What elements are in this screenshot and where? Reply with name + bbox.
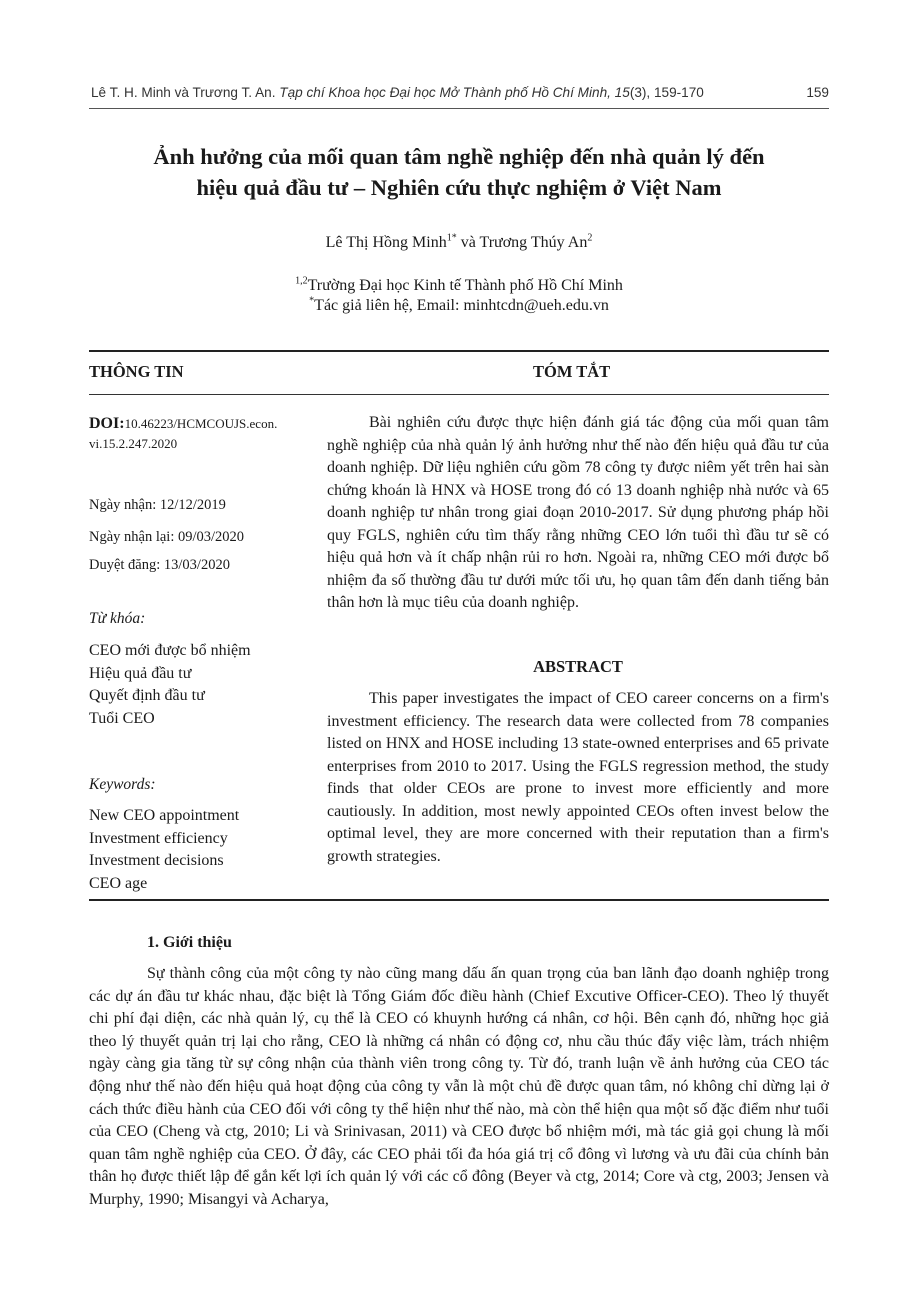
section-heading: 1. Giới thiệu <box>147 934 232 951</box>
body-paragraph: Sự thành công của một công ty nào cũng mang dấu ấn quan trọng của ban lãnh đạo doanh nghiệp trong các dự án đầu tư khác nhau, đặc biệt là Tổng Giám đốc điều hành (Chief Excutive Officer-CEO). Theo lý thuyết chi phí đại diện, các nhà quản lý, cụ thể là CEO có khuynh hướng cá nhân, cơ hội. Bên cạnh đó, những học giả theo lý thuyết quản trị lại cho rằng, CEO là những cá nhân có động cơ, nhu cầu thúc đẩy việc làm, trách nhiệm ngày càng gia tăng từ sự công nhận của thành viên trong công ty. Từ đó, tranh luận về ảnh hưởng của CEO tác động như thế nào đến hiệu quả hoạt động của công ty vẫn là một chủ đề được quan tâm, nó không chỉ dừng lại ở cách thức điều hành của CEO đối với công ty thể hiện như thế nào, mà còn thể hiện qua một số đặc điểm như tuổi của CEO (Cheng và ctg, 2010; Li và Srinivasan, 2011) và CEO được bổ nhiệm mới, mà tác giả gọi chung là mối quan tâm nghề nghiệp của CEO. Ở đây, các CEO phải tối đa hóa giá trị cổ đông vì lương và ưu đãi của chính bản thân họ được thiết lập để gắn kết lợi ích quản lý với các cổ đông (Beyer và ctg, 2014; Core và ctg, 2003; Jensen và Murphy, 1990; Misangyi và Acharya, <box>89 965 829 1208</box>
doi-value-1: 10.46223/HCMCOUJS.econ. <box>124 416 278 431</box>
keywords-vi-heading: Từ khóa: <box>89 610 146 627</box>
keyword-vi: Tuổi CEO <box>89 709 155 727</box>
keyword-vi: CEO mới được bổ nhiệm <box>89 642 251 659</box>
keyword-en: Investment decisions <box>89 852 224 869</box>
info-mid-rule <box>89 394 829 395</box>
keyword-en: New CEO appointment <box>89 807 240 824</box>
keyword-vi: Quyết định đầu tư <box>89 687 205 704</box>
article-info <box>89 414 314 892</box>
header-authors: Lê T. H. Minh và Trương T. An. <box>91 85 276 100</box>
keywords-vi-list <box>89 640 251 730</box>
revised-date: Ngày nhận lại: 09/03/2020 <box>89 529 245 545</box>
keywords-en-list <box>89 805 239 895</box>
running-header <box>91 84 829 102</box>
page-number: 159 <box>806 85 829 100</box>
header-journal: Tạp chí Khoa học Đại học Mở Thành phố Hồ Chí Minh, 15 <box>279 85 630 100</box>
summary-heading: TÓM TẮT <box>533 362 611 381</box>
doi-label: DOI: <box>89 415 125 432</box>
accepted-date: Duyệt đăng: 13/03/2020 <box>89 557 230 573</box>
affil-mark: 1,2 <box>295 275 308 287</box>
abstract-en-text: This paper investigates the impact of CEO career concerns on a firm's investment efficiency. The research data were collected from 78 companies listed on HNX and HOSE including 13 state-owned enterprises and 65 private enterprises from 2010 to 2017. Using the FGLS regression method, the study finds that older CEOs are prone to invest more efficiently and more cautiously. In addition, most newly appointed CEOs often invest below the optimal level, they are more concerned with their reputation than a firm's growth strategies. <box>327 690 829 865</box>
affil-university: Trường Đại học Kinh tế Thành phố Hồ Chí Minh <box>307 277 623 294</box>
info-bottom-rule <box>89 899 829 901</box>
keyword-vi: Hiệu quả đầu tư <box>89 664 192 682</box>
abstract-en <box>327 688 829 868</box>
title-line-1: Ảnh hưởng của mối quan tâm nghề nghiệp đến nhà quản lý đến <box>153 144 765 169</box>
paper-title <box>89 141 829 203</box>
keyword-en: Investment efficiency <box>89 829 228 847</box>
header-issue: (3), 159-170 <box>629 85 704 100</box>
received-date: Ngày nhận: 12/12/2019 <box>89 497 226 513</box>
keyword-en: CEO age <box>89 874 148 892</box>
author-conj: và <box>456 234 480 251</box>
corr-mark: * <box>309 295 315 307</box>
title-line-2: hiệu quả đầu tư – Nghiên cứu thực nghiệm ở Việt Nam <box>196 175 722 200</box>
affiliation <box>89 276 829 316</box>
author-2: Trương Thúy An <box>479 234 588 251</box>
author-list <box>89 233 829 253</box>
author-1-mark: 1* <box>446 232 457 244</box>
author-1: Lê Thị Hồng Minh <box>325 234 447 251</box>
summary-vi <box>327 412 829 615</box>
summary-vi-text: Bài nghiên cứu được thực hiện đánh giá tác động của mối quan tâm nghề nghiệp của nhà quản lý ảnh hưởng như thế nào đến hiệu quả đầu tư của doanh nghiệp. Dữ liệu nghiên cứu gồm 78 công ty được niêm yết trên hai sàn chứng khoán là HNX và HOSE trong đó có 13 doanh nghiệp nhà nước và 65 doanh nghiệp tư nhân trong giai đoạn 2010-2017. Sử dụng phương pháp hồi quy FGLS, nghiên cứu tìm thấy rằng những CEO lớn tuổi thì đầu tư sẽ có hiệu quả hơn và ít chấp nhận rủi ro hơn. Ngoài ra, những CEO mới được bổ nhiệm đa số thường đầu tư dưới mức tối ưu, họ quan tâm đến danh tiếng bản thân hơn là mục tiêu của doanh nghiệp. <box>327 414 829 611</box>
info-top-rule <box>89 350 829 352</box>
corresponding-author: Tác giả liên hệ, Email: minhtcdn@ueh.edu.vn <box>314 297 609 314</box>
author-2-mark: 2 <box>587 232 593 244</box>
body-text <box>89 963 829 1212</box>
keywords-en-heading: Keywords: <box>89 776 156 793</box>
header-rule <box>89 108 829 109</box>
abstract-heading: ABSTRACT <box>533 657 623 676</box>
doi-value-2: vi.15.2.247.2020 <box>89 436 178 451</box>
doi <box>89 414 314 454</box>
info-heading: THÔNG TIN <box>89 362 184 381</box>
